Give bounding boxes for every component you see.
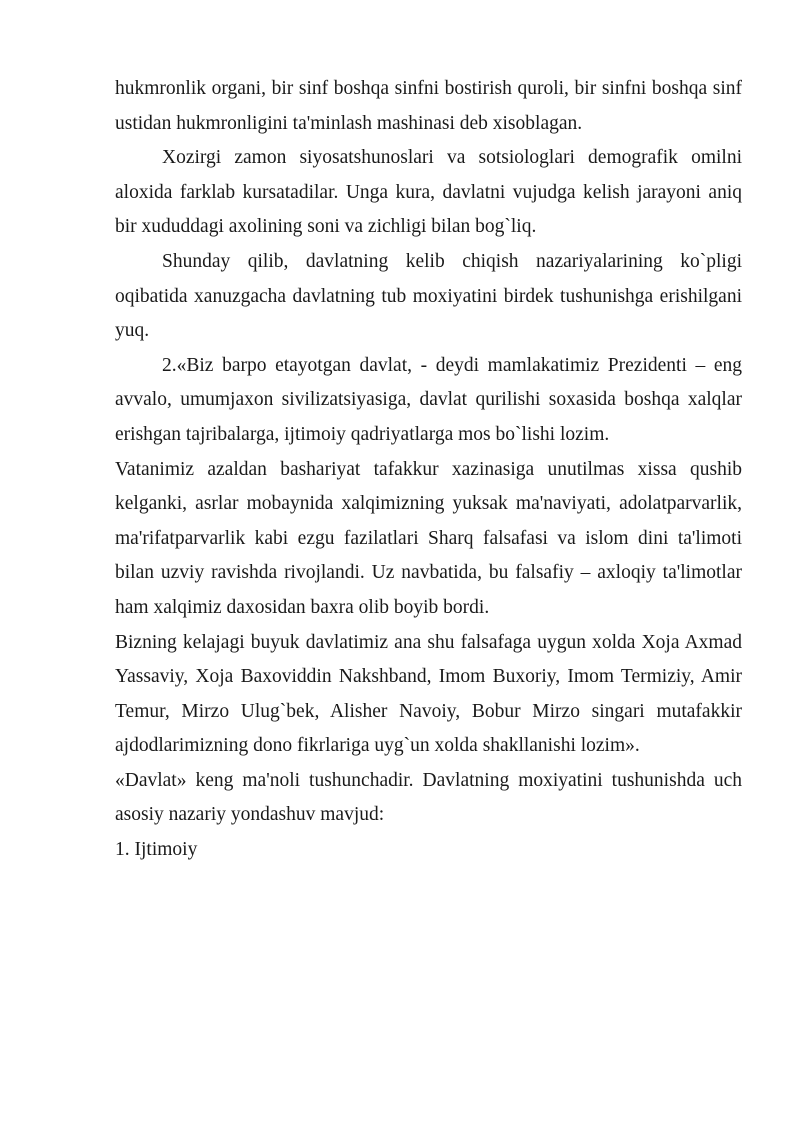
document-page [115,72,742,868]
paragraph-5: Vatanimiz azaldan bashariyat tafakkur xazinasiga unutilmas xissa qushib kelganki, asrlar mobaynida xalqimizning yuksak ma'naviyati, adolatparvarlik, ma'rifatparvarlik kabi ezgu fazilatlari Sharq falsafasi va islom dini ta'limoti bilan uzviy ravishda rivojlandi. Uz navbatida, bu falsafiy – axloqiy ta'limotlar ham xalqimiz daxosidan baxra olib boyib bordi. [115,458,742,618]
list-item-1: 1. Ijtimoiy [115,839,198,861]
paragraph-3: Shunday qilib, davlatning kelib chiqish nazariyalarining ko`pligi oqibatida xanuzgacha davlatning tub moxiyatini birdek tushunishga erishilgani yuq. [115,250,742,342]
paragraph-6: Bizning kelajagi buyuk davlatimiz ana shu falsafaga uygun xolda Xoja Axmad Yassaviy, Xoja Baxoviddin Nakshband, Imom Buxoriy, Imom Termiziy, Amir Temur, Mirzo Ulug`bek, Alisher Navoiy, Bobur Mirzo singari mutafakkir ajdodlarimizning dono fikrlariga uyg`un xolda shakllanishi lozim». [115,631,742,757]
paragraph-2: Xozirgi zamon siyosatshunoslari va sotsiologlari demografik omilni aloxida farklab kursatadilar. Unga kura, davlatni vujudga kelish jarayoni aniq bir xududdagi axolining soni va zichligi bilan bog`liq. [115,147,742,238]
paragraph-4: 2.«Biz barpo etayotgan davlat, - deydi mamlakatimiz Prezidenti – eng avvalo, umumjaxon sivilizatsiyasiga, davlat qurilishi soxasida boshqa xalqlar erishgan tajribalarga, ijtimoiy qadriyatlarga mos bo`lishi lozim. [115,354,742,445]
paragraph-7: «Davlat» keng ma'noli tushunchadir. Davlatning moxiyatini tushunishda uch asosiy nazariy yondashuv mavjud: [115,769,742,826]
paragraph-1: hukmronlik organi, bir sinf boshqa sinfni bostirish quroli, bir sinfni boshqa sinf ustidan hukmronligini ta'minlash mashinasi deb xisoblagan. [115,78,742,134]
